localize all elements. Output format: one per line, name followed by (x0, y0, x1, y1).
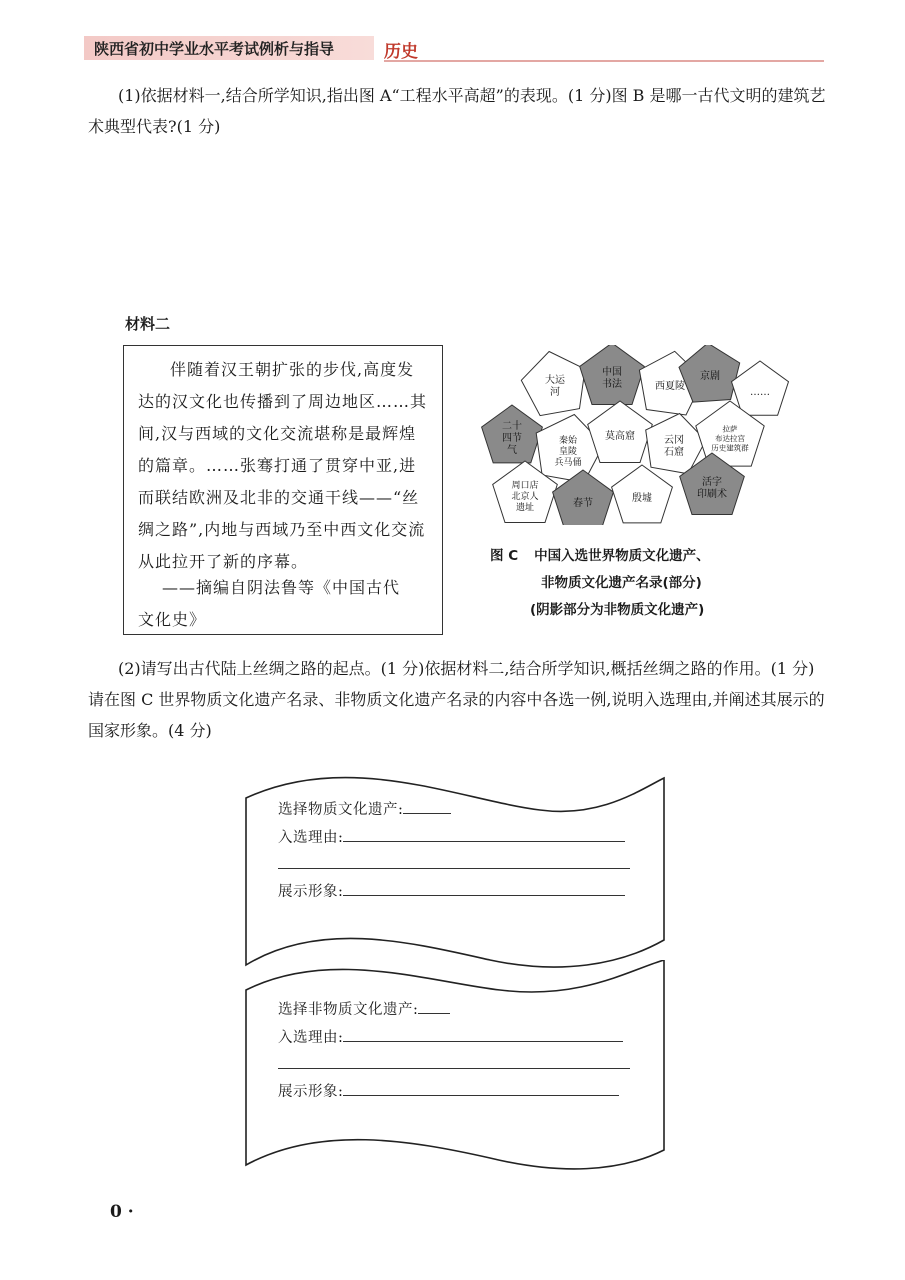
material-2-box (123, 345, 443, 635)
figure-c-caption (490, 543, 790, 624)
header-title: 陕西省初中学业水平考试例析与指导 (94, 40, 335, 58)
heritage-tile-label: 活字 (702, 477, 722, 488)
heritage-tile (588, 401, 653, 463)
material-2-source (138, 572, 430, 636)
material-2-source-line2: 文化史》 (138, 610, 207, 629)
heritage-tile-label: 北京人 (511, 492, 539, 502)
heritage-tile-label: 印刷术 (697, 489, 727, 500)
tangible-image-row (278, 880, 625, 901)
page-header (84, 34, 824, 62)
caption-line-1: 中国入选世界物质文化遗产、 (534, 548, 710, 564)
tangible-select-row (278, 798, 451, 819)
figure-c (480, 345, 790, 525)
heritage-tile-label: 云冈 (664, 435, 684, 446)
heritage-tile-label: 遗址 (515, 503, 535, 513)
tangible-image-label: 展示形象: (278, 884, 344, 900)
intangible-select-label: 选择非物质文化遗产: (278, 1002, 419, 1018)
heritage-tile-label: 书法 (602, 379, 622, 390)
heritage-tile-label: 春节 (573, 498, 593, 509)
heritage-tile (521, 352, 585, 416)
heritage-tile-label: 周口店 (511, 481, 539, 491)
heritage-tile-label: 四节 (502, 433, 522, 444)
intangible-image-blank[interactable] (343, 1081, 619, 1096)
heritage-tile-label: 殷墟 (632, 493, 652, 504)
heritage-tile (732, 361, 789, 415)
caption-line-2: 非物质文化遗产名录(部分) (541, 575, 702, 591)
heritage-tile-label: 兵马俑 (554, 458, 582, 468)
tangible-select-label: 选择物质文化遗产: (278, 802, 404, 818)
heritage-tile-label: 二十 (502, 421, 522, 432)
tangible-reason-blank[interactable] (343, 827, 625, 842)
page-number: 0 · (110, 1202, 134, 1222)
material-2-source-line1: ——摘编自阴法鲁等《中国古代 (162, 578, 401, 597)
intangible-reason-label: 入选理由: (278, 1030, 344, 1046)
intangible-reason-blank[interactable] (343, 1027, 623, 1042)
intangible-reason-blank-2[interactable] (278, 1054, 630, 1069)
caption-line-3: (阴影部分为非物质文化遗产) (530, 602, 705, 618)
heritage-tile-label: 河 (550, 387, 560, 398)
tangible-reason-line2 (278, 854, 630, 873)
header-rule (384, 60, 824, 62)
tangible-select-blank[interactable] (403, 799, 451, 814)
material-2-text (138, 354, 430, 578)
header-subject: 历史 (384, 42, 418, 62)
material-2-body: 伴随着汉王朝扩张的步伐,高度发达的汉文化也传播到了周边地区……其间,汉与西域的文化交流堪称是最辉煌的篇章。……张骞打通了贯穿中亚,进而联结欧洲及北非的交通干线——“丝绸之路”,内地与西域乃至中西文化交流从此拉开了新的序幕。 (138, 360, 428, 571)
answer-banner-tangible (240, 770, 670, 990)
answer-banner-intangible (240, 960, 670, 1180)
tangible-reason-label: 入选理由: (278, 830, 344, 846)
intangible-image-row (278, 1080, 619, 1101)
heritage-tile-label: 皇陵 (558, 447, 578, 457)
tangible-image-blank[interactable] (343, 881, 625, 896)
heritage-tile-label: 莫高窟 (605, 431, 635, 442)
tangible-reason-blank-2[interactable] (278, 854, 630, 869)
heritage-tile-label: …… (750, 387, 770, 398)
heritage-tile (580, 345, 645, 405)
caption-label: 图 C (490, 548, 519, 564)
heritage-tile-label: 历史建筑群 (711, 443, 749, 453)
intangible-select-blank[interactable] (418, 999, 450, 1014)
heritage-tile-label: 京剧 (700, 371, 720, 382)
heritage-tile-label: 大运 (545, 375, 565, 386)
question-1: (1)依据材料一,结合所学知识,指出图 A“工程水平高超”的表现。(1 分)图 B 是哪一古代文明的建筑艺术典型代表?(1 分) (88, 86, 826, 136)
heritage-tile-label: 石窟 (664, 447, 684, 458)
intangible-reason-row (278, 1026, 623, 1047)
heritage-tile (482, 405, 543, 463)
heritage-tile-label: 拉萨 (722, 424, 738, 434)
intangible-reason-line2 (278, 1054, 630, 1073)
heritage-tile-label: 气 (507, 445, 517, 456)
intangible-select-row (278, 998, 450, 1019)
heritage-pentagon-diagram (480, 345, 790, 525)
heritage-tile-label: 秦始 (558, 436, 578, 446)
material-2-label: 材料二 (125, 315, 171, 333)
question-2: (2)请写出古代陆上丝绸之路的起点。(1 分)依据材料二,结合所学知识,概括丝绸之路的作用。(1 分)请在图 C 世界物质文化遗产名录、非物质文化遗产名录的内容中各选一例,说明入选理由,并阐述其展示的国家形象。(4 分) (88, 659, 825, 740)
heritage-tile-label: 布达拉宫 (715, 434, 745, 443)
heritage-tile-label: 中国 (602, 367, 622, 378)
intangible-image-label: 展示形象: (278, 1084, 344, 1100)
heritage-tile-label: 西夏陵 (655, 381, 685, 392)
heritage-tile (612, 465, 673, 523)
tangible-reason-row (278, 826, 625, 847)
